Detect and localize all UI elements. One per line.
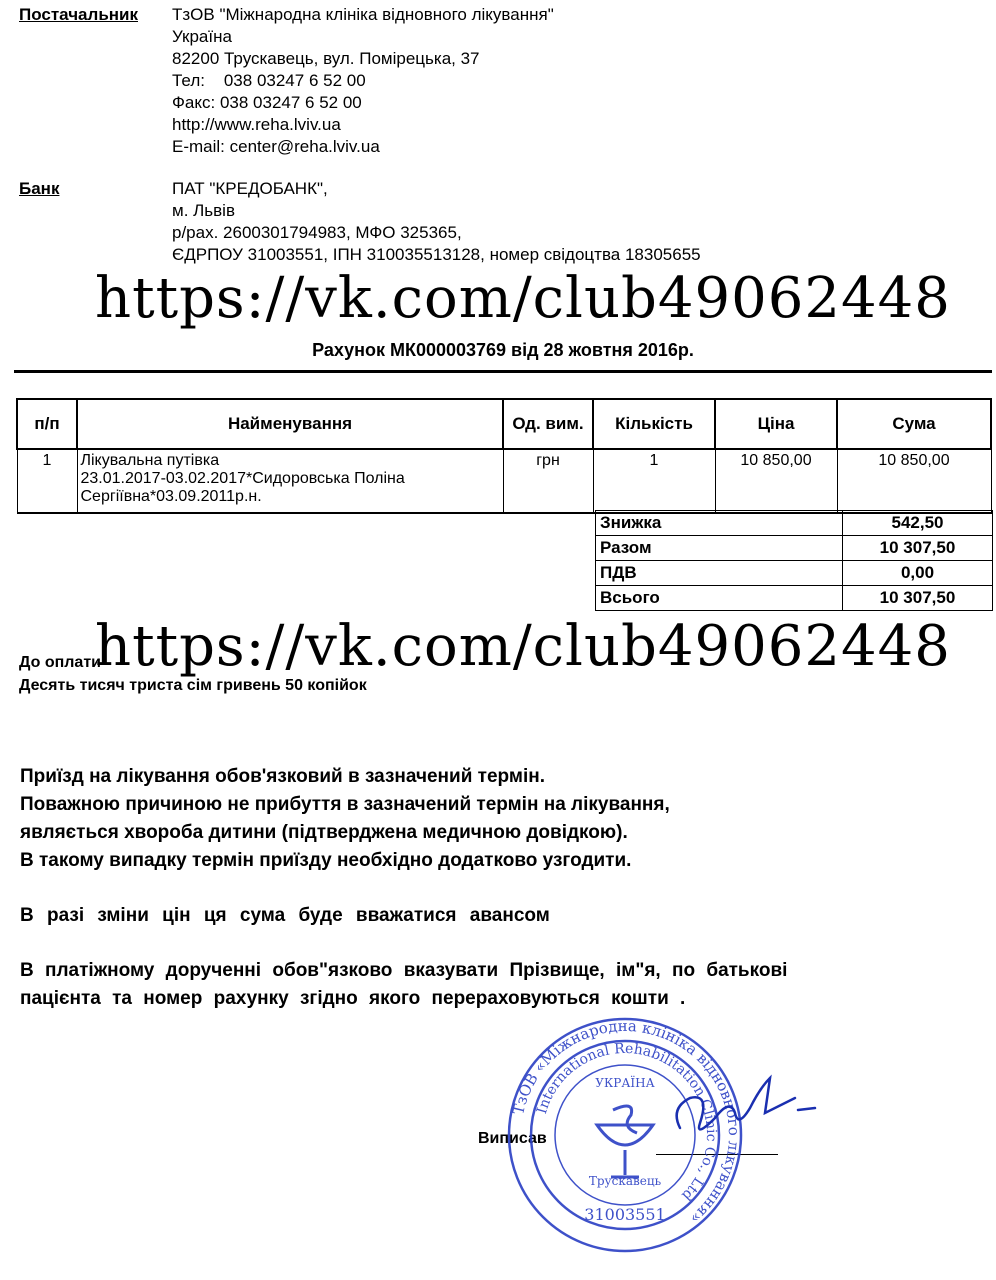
supplier-line: Факс: 038 03247 6 52 00 <box>172 93 362 112</box>
totals-row <box>596 536 993 561</box>
handwritten-signature-icon <box>660 1068 820 1158</box>
col-header-unit: Од. вим. <box>503 399 593 449</box>
col-header-qty: Кількість <box>593 399 715 449</box>
supplier-line: Україна <box>172 27 232 46</box>
totals-row <box>596 586 993 611</box>
col-header-sum: Сума <box>837 399 991 449</box>
col-header-num: п/п <box>17 399 77 449</box>
totals-value: 10 307,50 <box>843 536 993 561</box>
note-line: являється хвороба дитини (підтверджена медичною довідкою). <box>20 822 628 843</box>
watermark-link[interactable]: https://vk.com/club49062448 <box>95 614 951 679</box>
supplier-details <box>172 4 554 158</box>
totals-row <box>596 561 993 586</box>
signature-label: Виписав <box>478 1130 547 1147</box>
bank-line: ПАТ "КРЕДОБАНК", <box>172 179 328 198</box>
supplier-line: Тел: 038 03247 6 52 00 <box>172 71 366 90</box>
supplier-line: ТзОВ "Міжнародна клініка відновного лікування" <box>172 5 554 24</box>
row-sum: 10 850,00 <box>837 449 991 513</box>
notes-block-1 <box>20 763 670 875</box>
col-header-name: Найменування <box>77 399 503 449</box>
row-num: 1 <box>17 449 77 513</box>
row-price: 10 850,00 <box>715 449 837 513</box>
bank-line: ЄДРПОУ 31003551, ІПН 310035513128, номер свідоцтва 18305655 <box>172 245 701 264</box>
note-line: пацієнта та номер рахунку згідно якого перераховуються кошти . <box>20 988 686 1009</box>
bank-line: р/рах. 2600301794983, МФО 325365, <box>172 223 462 242</box>
stamp-inner-path: International Rehabilitation Clinic Co., Ltd <box>533 1040 720 1204</box>
items-table <box>16 398 992 514</box>
row-name-line: 23.01.2017-03.02.2017*Сидоровська Поліна <box>80 470 405 487</box>
col-header-price: Ціна <box>715 399 837 449</box>
to-pay-words: Десять тисяч триста сім гривень 50 копійок <box>19 677 367 694</box>
row-name-line: Сергіївна*03.09.2011р.н. <box>80 488 262 505</box>
row-qty: 1 <box>593 449 715 513</box>
totals-value: 542,50 <box>843 511 993 536</box>
totals-label: ПДВ <box>596 561 843 586</box>
row-name <box>77 449 503 513</box>
watermark-link[interactable]: https://vk.com/club49062448 <box>95 266 951 331</box>
to-pay-label: До оплати <box>19 654 101 671</box>
table-header-row <box>17 399 991 449</box>
notes-block-3 <box>20 957 787 1013</box>
totals-label: Знижка <box>596 511 843 536</box>
supplier-email[interactable]: E-mail: center@reha.lviv.ua <box>172 137 380 156</box>
stamp-country: УКРАЇНА <box>595 1076 655 1090</box>
medicine-bowl-icon <box>597 1106 653 1177</box>
supplier-line: 82200 Трускавець, вул. Помірецька, 37 <box>172 49 480 68</box>
totals-table <box>595 510 993 611</box>
totals-row <box>596 511 993 536</box>
table-row <box>17 449 991 513</box>
stamp-outer-path: ТзОВ «Міжнародна клініка відновного лікування» <box>509 1016 744 1228</box>
note-line: Приїзд на лікування обов'язковий в зазначений термін. <box>20 766 545 787</box>
totals-label: Всього <box>596 586 843 611</box>
note-advance: В разі зміни цін ця сума буде вважатися авансом <box>20 905 550 926</box>
totals-value: 10 307,50 <box>843 586 993 611</box>
title-divider <box>14 370 992 373</box>
row-name-line: Лікувальна путівка <box>80 452 220 469</box>
row-unit: грн <box>503 449 593 513</box>
note-line: В платіжному дорученні обов"язково вказувати Прізвище, ім"я, по батькові <box>20 960 788 981</box>
totals-value: 0,00 <box>843 561 993 586</box>
note-line: В такому випадку термін приїзду необхідно додатково узгодити. <box>20 850 632 871</box>
supplier-website[interactable]: http://www.reha.lviv.ua <box>172 115 341 134</box>
stamp-code: 31003551 <box>584 1205 666 1224</box>
totals-label: Разом <box>596 536 843 561</box>
invoice-title: Рахунок МК000003769 від 28 жовтня 2016р. <box>312 340 694 360</box>
bank-label: Банк <box>19 179 60 198</box>
supplier-label: Постачальник <box>19 5 138 24</box>
bank-line: м. Львів <box>172 201 235 220</box>
stamp-city: Трускавець <box>588 1174 662 1188</box>
bank-details <box>172 178 701 266</box>
note-line: Поважною причиною не прибуття в зазначений термін на лікування, <box>20 794 670 815</box>
